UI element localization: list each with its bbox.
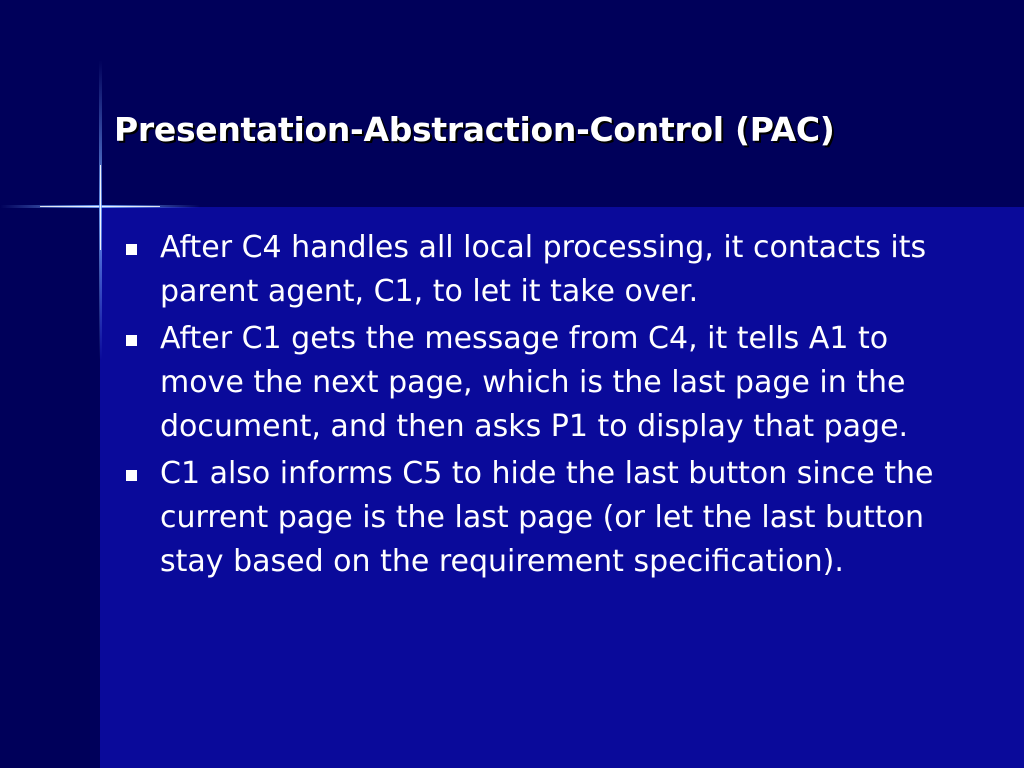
left-band bbox=[0, 207, 100, 768]
bullet-text: After C4 handles all local processing, it contacts its parent agent, C1, to let it take over. bbox=[160, 230, 927, 309]
square-bullet-icon bbox=[126, 244, 137, 255]
slide-title: Presentation-Abstraction-Control (PAC) bbox=[114, 110, 835, 149]
square-bullet-icon bbox=[126, 335, 137, 346]
bullet-item bbox=[124, 317, 964, 449]
header-band bbox=[0, 0, 1024, 207]
sparkle-vertical-line bbox=[100, 165, 101, 250]
bullet-item bbox=[124, 226, 964, 314]
bullet-item bbox=[124, 452, 964, 584]
bullet-text: C1 also informs C5 to hide the last button since the current page is the last page (or let the last button stay based on the requirement specification). bbox=[160, 456, 934, 579]
bullet-list bbox=[124, 226, 964, 587]
square-bullet-icon bbox=[126, 470, 137, 481]
bullet-text: After C1 gets the message from C4, it tells A1 to move the next page, which is the last page in the document, and then asks P1 to display that page. bbox=[160, 321, 909, 444]
